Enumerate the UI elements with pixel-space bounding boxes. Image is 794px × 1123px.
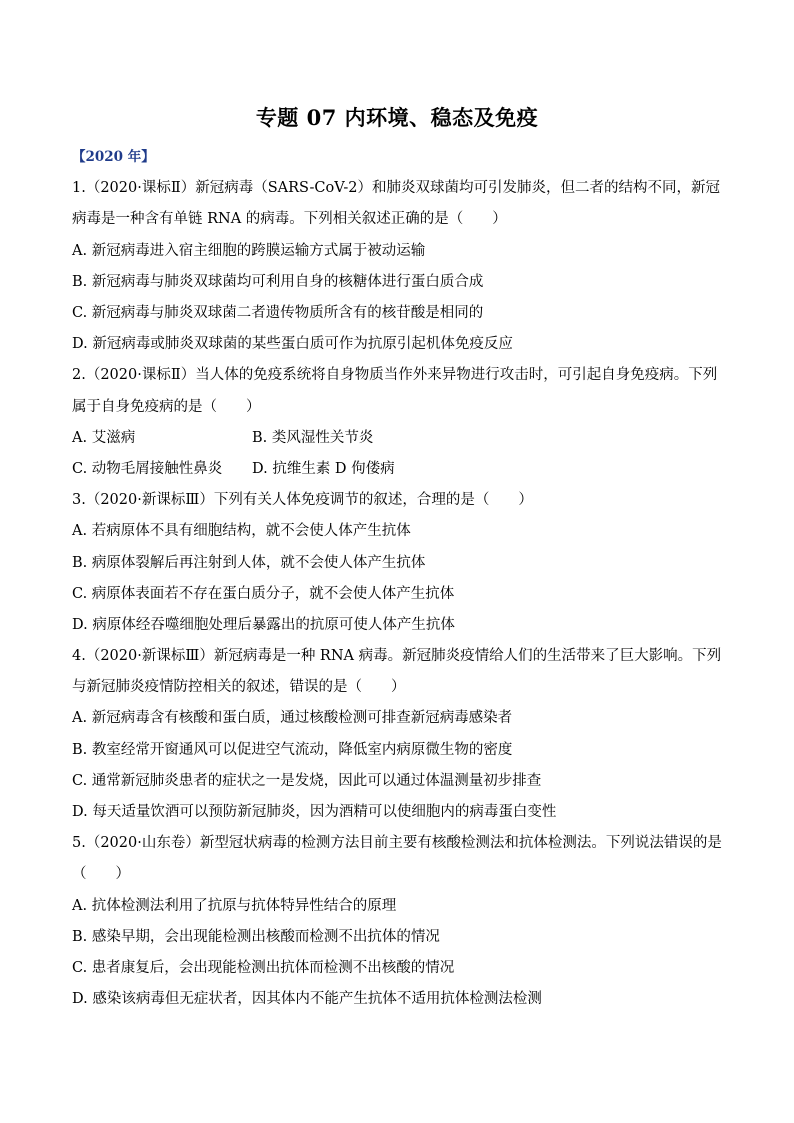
option-row — [72, 423, 722, 454]
option-a: A. 新冠病毒含有核酸和蛋白质，通过核酸检测可排查新冠病毒感染者 — [72, 710, 513, 727]
option-c: C. 通常新冠肺炎患者的症状之一是发烧，因此可以通过体温测量初步排查 — [72, 772, 542, 789]
question-stem: 2.（2020·课标Ⅱ）当人体的免疫系统将自身物质当作外来异物进行攻击时，可引起自身免疫病。下列属于自身免疫病的是（ ） — [72, 367, 718, 415]
question-stem: 4.（2020·新课标Ⅲ）新冠病毒是一种 RNA 病毒。新冠肺炎疫情给人们的生活带来了巨大影响。下列与新冠肺炎疫情防控相关的叙述，错误的是（ ） — [72, 648, 722, 696]
option-a: A. 新冠病毒进入宿主细胞的跨膜运输方式属于被动运输 — [72, 242, 426, 259]
option-b: B. 新冠病毒与肺炎双球菌均可利用自身的核糖体进行蛋白质合成 — [72, 273, 484, 290]
question-5 — [72, 828, 722, 1015]
question-stem: 5.（2020·山东卷）新型冠状病毒的检测方法目前主要有核酸检测法和抗体检测法。下列说法错误的是（ ） — [72, 835, 722, 883]
option-c: C. 病原体表面若不存在蛋白质分子，就不会使人体产生抗体 — [72, 585, 455, 602]
question-stem: 1.（2020·课标Ⅱ）新冠病毒（SARS-CoV-2）和肺炎双球菌均可引发肺炎，但二者的结构不同，新冠病毒是一种含有单链 RNA 的病毒。下列相关叙述正确的是（ ） — [72, 180, 720, 228]
section-label: 【2020 年】 — [72, 149, 155, 165]
option-row — [72, 454, 722, 485]
option-b: B. 病原体裂解后再注射到人体，就不会使人体产生抗体 — [72, 554, 426, 571]
option-d: D. 每天适量饮酒可以预防新冠肺炎，因为酒精可以使细胞内的病毒蛋白变性 — [72, 804, 557, 821]
option-b: B. 感染早期，会出现能检测出核酸而检测不出抗体的情况 — [72, 928, 440, 945]
option-c: C. 新冠病毒与肺炎双球菌二者遗传物质所含有的核苷酸是相同的 — [72, 304, 484, 321]
page-title: 专题 07 内环境、稳态及免疫 — [255, 105, 539, 130]
option-c: C. 患者康复后，会出现能检测出抗体而检测不出核酸的情况 — [72, 960, 455, 977]
question-2 — [72, 360, 722, 485]
option-a: A. 艾滋病 — [72, 429, 136, 446]
option-d: D. 新冠病毒或肺炎双球菌的某些蛋白质可作为抗原引起机体免疫反应 — [72, 336, 513, 353]
option-b: B. 类风湿性关节炎 — [252, 429, 374, 446]
option-d: D. 病原体经吞噬细胞处理后暴露出的抗原可使人体产生抗体 — [72, 616, 455, 633]
option-d: D. 感染该病毒但无症状者，因其体内不能产生抗体不适用抗体检测法检测 — [72, 991, 542, 1008]
option-c: C. 动物毛屑接触性鼻炎 — [72, 460, 223, 477]
question-4 — [72, 641, 722, 828]
document-body — [72, 142, 722, 1015]
section-heading — [72, 142, 722, 173]
option-a: A. 若病原体不具有细胞结构，就不会使人体产生抗体 — [72, 523, 411, 540]
question-1 — [72, 173, 722, 360]
question-3 — [72, 485, 722, 641]
option-d: D. 抗维生素 D 佝偻病 — [252, 460, 395, 477]
option-b: B. 教室经常开窗通风可以促进空气流动，降低室内病原微生物的密度 — [72, 741, 513, 758]
question-stem: 3.（2020·新课标Ⅲ）下列有关人体免疫调节的叙述，合理的是（ ） — [72, 492, 533, 509]
option-a: A. 抗体检测法利用了抗原与抗体特异性结合的原理 — [72, 897, 397, 914]
